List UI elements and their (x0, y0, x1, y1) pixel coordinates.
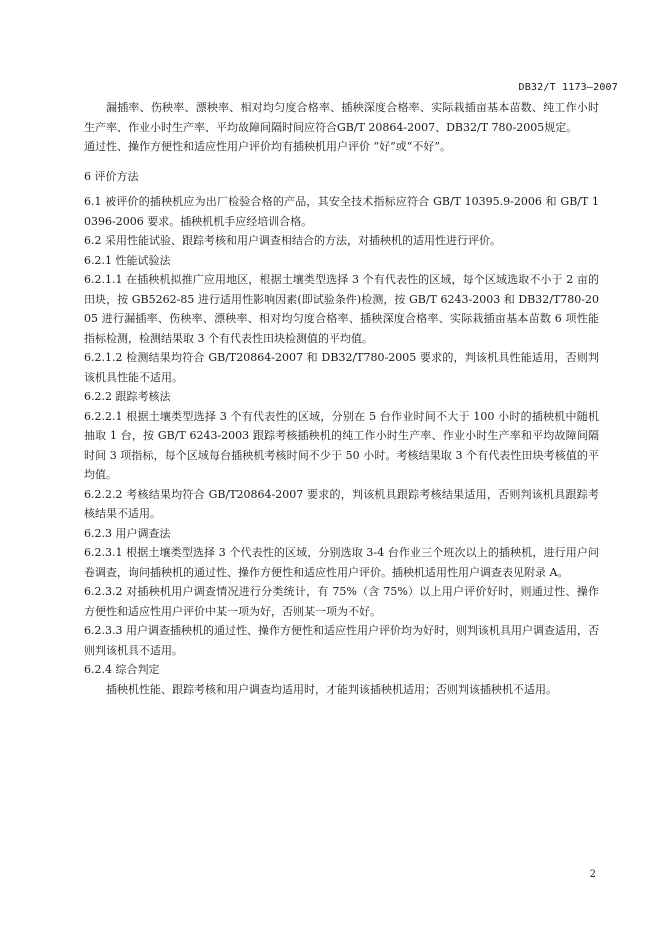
clause-6-2-3-1: 6.2.3.1 根据土壤类型选择 3 个代表性的区域，分别选取 3-4 台作业三个班次以上的插秧机，进行用户问卷调查，询问插秧机的通过性、操作方便性和适应性用户评价。插秧机适用性用户调查表见附录 A。 (84, 546, 599, 579)
clause-6-2-1-2: 6.2.1.2 检测结果均符合 GB/T20864-2007 和 DB32/T780-2005 要求的，判该机具性能适用，否则判该机具性能不适用。 (84, 351, 599, 384)
clause-6-2-2-heading: 6.2.2 跟踪考核法 (84, 390, 171, 403)
clause-6-2-1-heading: 6.2.1 性能试验法 (84, 253, 171, 267)
intro-paragraph-1: 漏插率、伤秧率、漂秧率、相对均匀度合格率、插秧深度合格率、实际栽插亩基本苗数、纯工作小时生产率、作业小时生产率、平均故障间隔时间应符合GB/T 20864-2007、DB32/T 780-2005规定。 (84, 101, 599, 134)
clause-6-2: 6.2 采用性能试验、跟踪考核和用户调查相结合的方法，对插秧机的适用性进行评价。 (84, 234, 501, 247)
document-body (84, 98, 599, 699)
clause-6-2-4-heading: 6.2.4 综合判定 (84, 663, 160, 676)
clause-6-1: 6.1 被评价的插秧机应为出厂检验合格的产品，其安全技术指标应符合 GB/T 10395.9-2006 和 GB/T 10396-2006 要求。插秧机机手应经培训合格。 (84, 195, 599, 228)
clause-6-2-2-2: 6.2.2.2 考核结果均符合 GB/T20864-2007 要求的，判该机具跟踪考核结果适用，否则判该机具跟踪考核结果不适用。 (84, 487, 599, 520)
document-code: DB32/T 1173—2007 (518, 82, 618, 93)
page-number: 2 (589, 868, 596, 880)
clause-6-2-3-2: 6.2.3.2 对插秧机用户调查情况进行分类统计，有 75%（含 75%）以上用户评价好时，则通过性、操作方便性和适应性用户评价中某一项为好，否则某一项为不好。 (84, 585, 599, 618)
clause-6-2-3-3: 6.2.3.3 用户调查插秧机的通过性、操作方便性和适应性用户评价均为好时，则判该机具用户调查适用，否则判该机具不适用。 (84, 624, 599, 657)
intro-paragraph-2: 通过性、操作方便性和适应性用户评价均有插秧机用户评价 “好”或“不好”。 (84, 140, 451, 153)
clause-6-2-3-heading: 6.2.3 用户调查法 (84, 526, 171, 540)
clause-6-2-2-1: 6.2.2.1 根据土壤类型选择 3 个有代表性的区域，分别在 5 台作业时间不大于 100 小时的插秧机中随机抽取 1 台，按 GB/T 6243-2003 跟踪考核插秧机的纯工作小时生产率、作业小时生产率和平均故障间隔时间 3 项指标，每个区域每台插秧机考核时间不少于 50 小时。考核结果取 3 个有代表性田块考核值的平均值。 (84, 409, 599, 481)
clause-6-2-1-1: 6.2.1.1 在插秧机拟推广应用地区，根据土壤类型选择 3 个有代表性的区域，每个区域选取不小于 2 亩的田块，按 GB5262-85 进行适用性影响因素(即试验条件)检测，按 GB/T 6243-2003 和 DB32/T780-2005 进行漏插率、伤秧率、漂秧率、相对均匀度合格率、插秧深度合格率、实际栽插亩基本苗数 6 项性能指标检测，检测结果取 3 个有代表性田块检测值的平均值。 (84, 273, 599, 345)
clause-6-2-4-text: 插秧机性能、跟踪考核和用户调查均适用时，才能判该插秧机适用；否则判该插秧机不适用。 (106, 682, 557, 696)
section-6-heading: 6 评价方法 (84, 169, 139, 183)
